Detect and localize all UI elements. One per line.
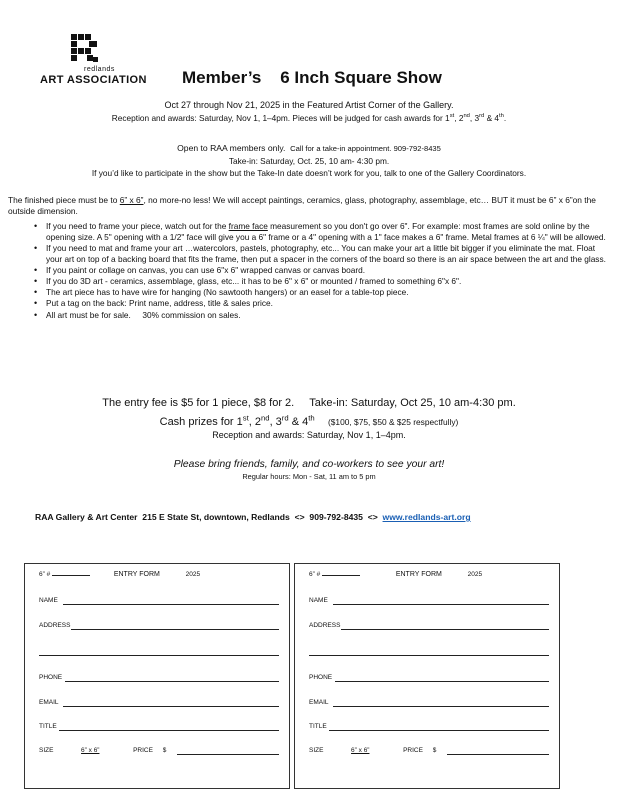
title-field[interactable]: [59, 730, 279, 731]
finished-piece-paragraph: [8, 195, 614, 217]
email-field[interactable]: [63, 706, 279, 707]
email-label: EMAIL: [39, 699, 59, 706]
price-symbol: $: [162, 747, 167, 754]
guidelines-list: [46, 221, 606, 321]
size-value: 6” x 6”: [351, 747, 370, 754]
logo-mark-icon: [71, 34, 99, 62]
address-field[interactable]: [71, 629, 279, 630]
phone-label: PHONE: [39, 674, 63, 681]
email-label: EMAIL: [309, 699, 329, 706]
title-row: [309, 723, 549, 730]
call-text: Call for a take-in appointment. 909-792-8435: [290, 144, 441, 153]
raa-logo: [40, 34, 147, 90]
name-field[interactable]: [63, 604, 279, 605]
invite-line: Please bring friends, family, and co-workers to see your art!: [173, 459, 445, 470]
title-label: TITLE: [309, 723, 327, 730]
open-line: [0, 143, 618, 153]
entry-form-label: ENTRY FORM: [395, 571, 442, 578]
email-row: [39, 699, 279, 706]
logo-org-top: redlands: [84, 66, 115, 73]
list-item: • The art piece has to have wire for hanging (No sawtooth hangers) or an easel for a table-top piece.: [46, 287, 606, 298]
form-year: 2025: [467, 571, 483, 578]
title-row: [39, 723, 279, 730]
name-row: [309, 597, 549, 604]
size-price-row: [309, 747, 549, 754]
number-field[interactable]: [52, 575, 90, 576]
name-field[interactable]: [333, 604, 549, 605]
reception-line-2: Reception and awards: Saturday, Nov 1, 1–4pm.: [212, 430, 406, 440]
website-link[interactable]: www.redlands-art.org: [382, 512, 471, 522]
address-field[interactable]: [341, 629, 549, 630]
address-label: ADDRESS: [309, 622, 341, 629]
prize-amounts: ($100, $75, $50 & $25 respectfully): [327, 417, 459, 427]
phone-row: [39, 674, 279, 681]
address-row: [309, 622, 549, 629]
name-label: NAME: [309, 597, 328, 604]
email-field[interactable]: [333, 706, 549, 707]
size-label: SIZE: [309, 747, 324, 754]
form-year: 2025: [185, 571, 201, 578]
page-title: Member’s 6 Inch Square Show: [182, 68, 442, 87]
entry-form-header: [39, 571, 279, 578]
phone-row: [309, 674, 549, 681]
phone-field[interactable]: [65, 681, 279, 682]
size-price-row: [39, 747, 279, 754]
phone-field[interactable]: [335, 681, 549, 682]
reception-line: Reception and awards: Saturday, Nov 1, 1–4pm. Pieces will be judged for cash awards for 1st, 2nd, 3rd & 4th.: [111, 113, 507, 123]
logo-org-main: ART ASSOCIATION: [40, 74, 147, 86]
address-label: ADDRESS: [39, 622, 71, 629]
members-only-text: Open to RAA members only.: [177, 143, 286, 153]
entry-form-header: [309, 571, 549, 578]
finished-pre: The finished piece must be to: [8, 195, 120, 205]
phone-label: PHONE: [309, 674, 333, 681]
finished-post: , no more-no less! We will accept paintings, ceramics, glass, photography, assemblage, etc… BUT it must be 6” x 6”on the outside dimension.: [8, 195, 596, 216]
price-field[interactable]: [177, 754, 279, 755]
hours-line: Regular hours: Mon - Sat, 11 am to 5 pm: [242, 472, 376, 481]
entry-form-left: [24, 563, 290, 789]
list-item: • If you paint or collage on canvas, you can use 6"x 6" wrapped canvas or canvas board.: [46, 265, 606, 276]
list-item: • All art must be for sale. 30% commission on sales.: [46, 310, 606, 321]
name-row: [39, 597, 279, 604]
list-item: • If you do 3D art - ceramics, assemblage, glass, etc... it has to be 6" x 6" or mounted / framed to something 6"x 6".: [46, 276, 606, 287]
title-field[interactable]: [329, 730, 549, 731]
size-label: SIZE: [39, 747, 54, 754]
size-value: 6” x 6”: [81, 747, 100, 754]
finished-size: 6” x 6”: [119, 195, 144, 205]
title-label: TITLE: [39, 723, 57, 730]
number-field[interactable]: [322, 575, 360, 576]
email-row: [309, 699, 549, 706]
list-item: • Put a tag on the back: Print name, address, title & sales price.: [46, 298, 606, 309]
entry-fee-line: The entry fee is $5 for 1 piece, $8 for 2. Take-in: Saturday, Oct 25, 10 am-4:30 pm.: [102, 397, 516, 409]
price-symbol: $: [432, 747, 437, 754]
takein-line: Take-in: Saturday, Oct. 25, 10 am- 4:30 pm.: [228, 156, 390, 166]
dates-line: Oct 27 through Nov 21, 2025 in the Featured Artist Corner of the Gallery.: [164, 100, 454, 110]
name-label: NAME: [39, 597, 58, 604]
footer-address: RAA Gallery & Art Center 215 E State St, downtown, Redlands <> 909-792-8435 <>: [35, 512, 381, 522]
entry-form-right: [294, 563, 560, 789]
price-label: PRICE: [403, 747, 423, 754]
price-field[interactable]: [447, 754, 549, 755]
number-label: 6” #: [309, 571, 321, 578]
cash-prizes-line: Cash prizes for 1st, 2nd, 3rd & 4th ($100, $75, $50 & $25 respectfully): [159, 413, 459, 428]
footer-line: [35, 512, 471, 522]
number-label: 6” #: [39, 571, 51, 578]
coordinators-line: If you’d like to participate in the show but the Take-In date doesn’t work for you, talk to one of the Gallery Coordinators.: [91, 168, 527, 178]
list-item: • If you need to frame your piece, watch out for the frame face measurement so you don't go over 6". For example: most frames are sold online by the opening size. A 5" opening with a 1/2" face will give you a 6" frame or a 4" opening with a 1" face makes a 6" frame. Metal frames at 6 ¼" will be allowed.: [46, 221, 606, 242]
address-field-2[interactable]: [39, 655, 279, 656]
address-row: [39, 622, 279, 629]
list-item: • If you need to mat and frame your art …watercolors, pastels, photography, etc... You can make your art a little bit bigger if you eliminate the mat. Float your art on top of a backing board that fits the frame, then put a spacer in the corners of the board so there is an air space between the art and the glass.: [46, 243, 606, 264]
price-label: PRICE: [133, 747, 153, 754]
address-field-2[interactable]: [309, 655, 549, 656]
entry-form-label: ENTRY FORM: [113, 571, 160, 578]
